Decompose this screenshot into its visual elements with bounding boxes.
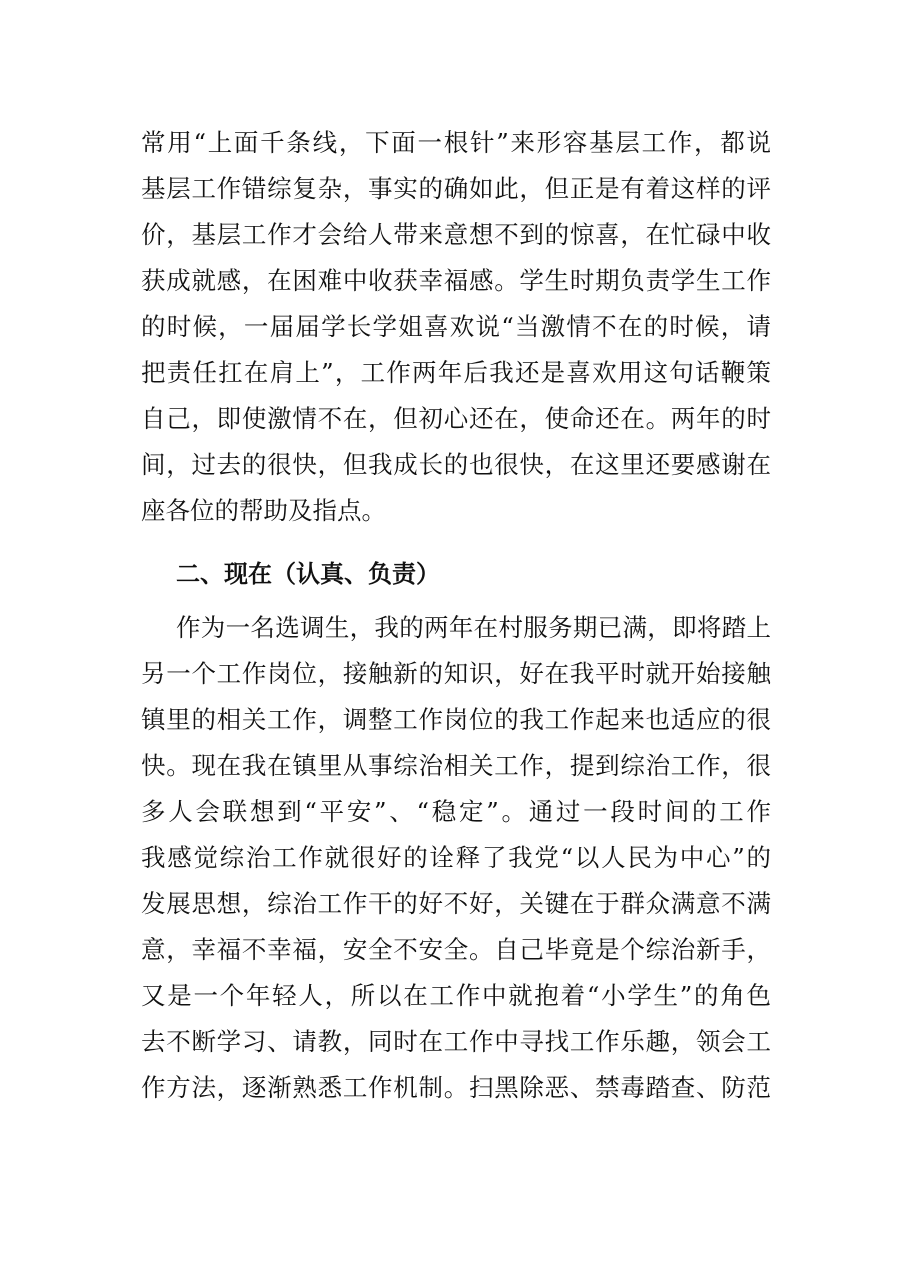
paragraph-1-line-9: 座各位的帮助及指点。 (141, 496, 386, 525)
paragraph-1-line-1: 常用“上面千条线，下面一根针”来形容基层工作，都说 (141, 128, 771, 157)
paragraph-2-line-2: 另一个工作岗位，接触新的知识，好在我平时就开始接触 (141, 659, 771, 688)
paragraph-2-line-11: 作方法，逐渐熟悉工作机制。扫黑除恶、禁毒踏查、防范 (141, 1073, 771, 1102)
paragraph-1-line-2: 基层工作错综复杂，事实的确如此，但正是有着这样的评 (141, 174, 771, 203)
paragraph-2-line-1: 作为一名选调生，我的两年在村服务期已满，即将踏上 (176, 613, 771, 642)
paragraph-2-line-10: 去不断学习、请教，同时在工作中寻找工作乐趣，领会工 (141, 1027, 771, 1056)
paragraph-2-line-9: 又是一个年轻人，所以在工作中就抱着“小学生”的角色 (141, 981, 771, 1010)
paragraph-1-line-8: 间，过去的很快，但我成长的也很快，在这里还要感谢在 (141, 450, 771, 479)
paragraph-2-line-8: 意，幸福不幸福，安全不安全。自己毕竟是个综治新手， (141, 935, 771, 964)
section-heading: 二、现在（认真、负责） (176, 560, 440, 588)
paragraph-2-line-3: 镇里的相关工作，调整工作岗位的我工作起来也适应的很 (141, 705, 771, 734)
paragraph-1-line-5: 的时候，一届届学长学姐喜欢说“当激情不在的时候，请 (141, 312, 771, 341)
paragraph-2-line-7: 发展思想，综治工作干的好不好，关键在于群众满意不满 (141, 889, 771, 918)
paragraph-1-line-7: 自己，即使激情不在，但初心还在，使命还在。两年的时 (141, 404, 771, 433)
paragraph-2-line-6: 我感觉综治工作就很好的诠释了我党“以人民为中心”的 (141, 843, 771, 872)
paragraph-1-line-6: 把责任扛在肩上”，工作两年后我还是喜欢用这句话鞭策 (141, 358, 771, 387)
paragraph-2-line-4: 快。现在我在镇里从事综治相关工作，提到综治工作，很 (141, 751, 771, 780)
paragraph-1-line-3: 价，基层工作才会给人带来意想不到的惊喜，在忙碌中收 (141, 220, 771, 249)
paragraph-1-line-4: 获成就感，在困难中收获幸福感。学生时期负责学生工作 (141, 266, 771, 295)
paragraph-2-line-5: 多人会联想到“平安”、“稳定”。通过一段时间的工作 (141, 797, 771, 826)
